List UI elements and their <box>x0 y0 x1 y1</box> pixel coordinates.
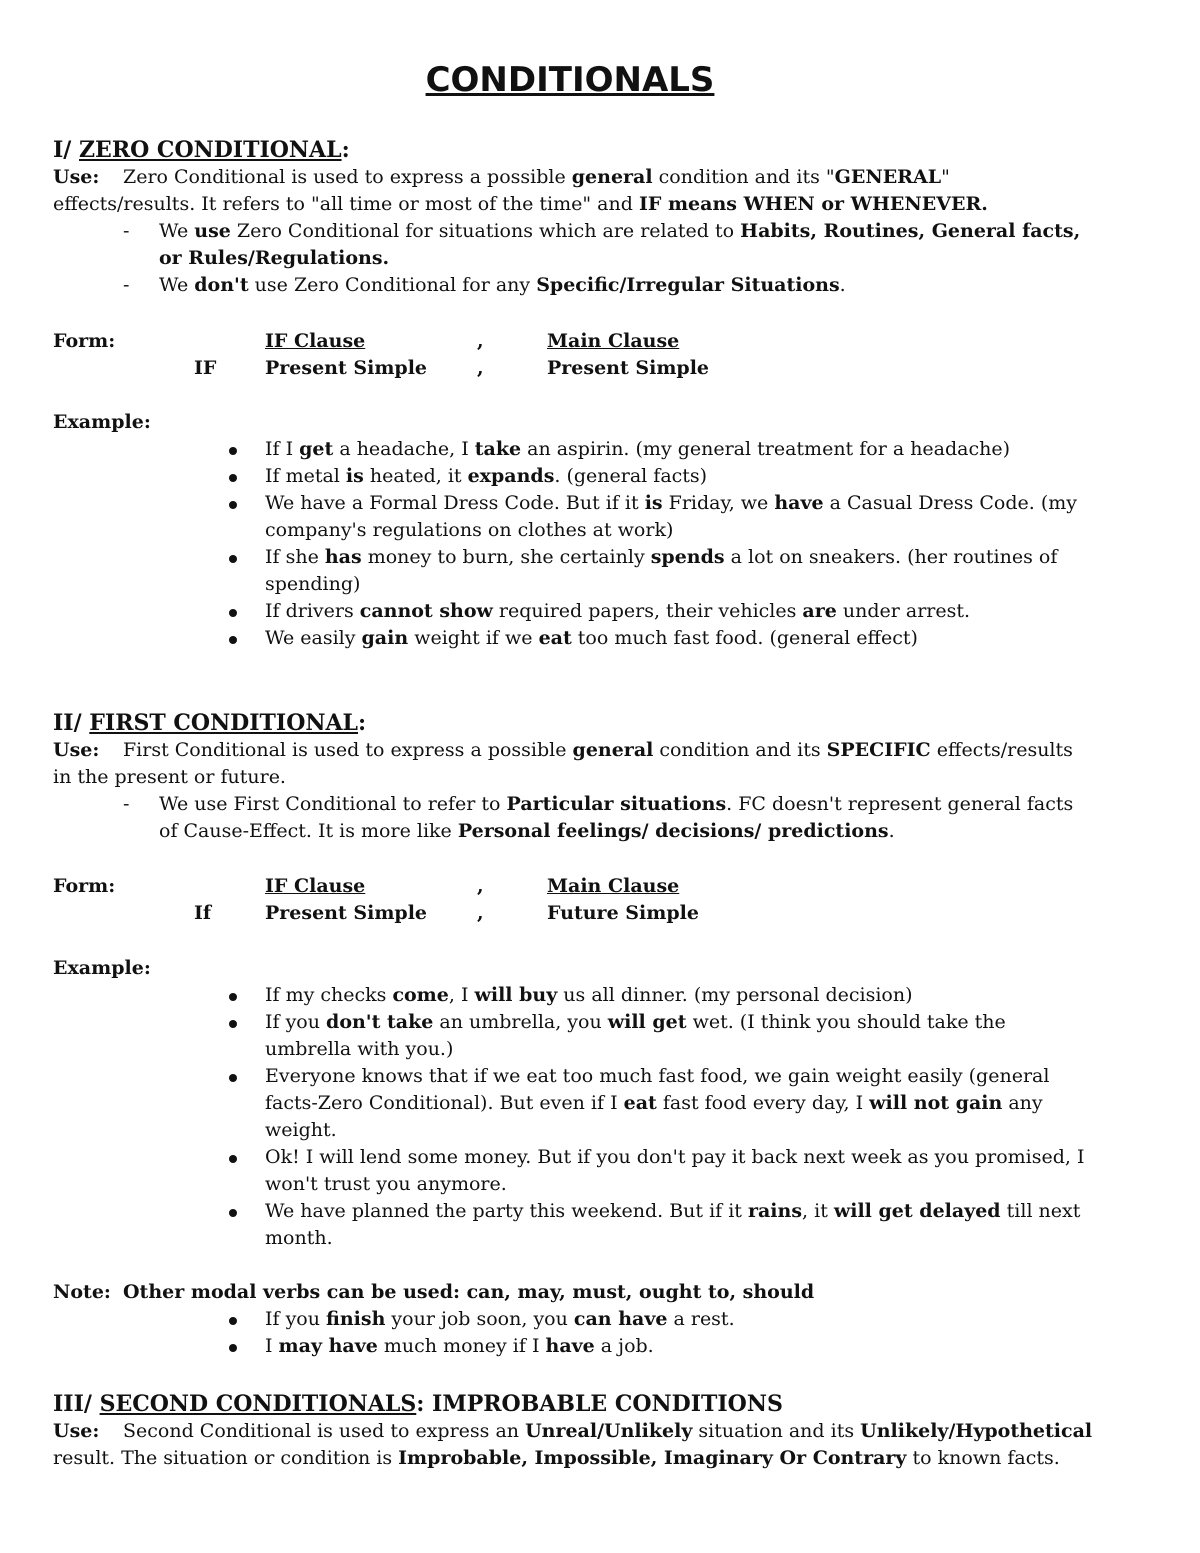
list-item: We easily gain weight if we eat too much fast food. (general effect) <box>53 625 1093 652</box>
list-item: We have a Formal Dress Code. But if it is Friday, we have a Casual Dress Code. (my company's regulations on clothes at work) <box>53 490 1093 544</box>
bullet-icon <box>229 609 237 617</box>
list-item: If you don't take an umbrella, you will get wet. (I think you should take the umbrella with you.) <box>53 1009 1093 1063</box>
first-note <box>53 1279 1093 1360</box>
note-line: Note: Other modal verbs can be used: can, may, must, ought to, should <box>53 1281 815 1303</box>
first-dash-1: - We use First Conditional to refer to Particular situations. FC doesn't represent general facts of Cause-Effect. It is more like Personal feelings/ decisions/ predictions. <box>123 793 1074 842</box>
bullet-icon <box>229 1155 237 1163</box>
zero-heading: I/ ZERO CONDITIONAL: <box>53 137 350 163</box>
bullet-icon <box>229 1317 237 1325</box>
zero-conditional-section <box>53 136 1093 299</box>
first-use: Use: First Conditional is used to express a possible general condition and its SPECIFIC effects/results in the present or future. <box>53 739 1073 788</box>
list-item: If you finish your job soon, you can have a rest. <box>53 1306 1093 1333</box>
zero-form: Form: IF Clause , Main Clause IF Present Simple , Present Simple <box>53 330 710 379</box>
list-item: We have planned the party this weekend. But if it rains, it will get delayed till next month. <box>53 1198 1093 1252</box>
first-example-label: Example: <box>53 957 151 979</box>
first-examples <box>53 955 1093 1252</box>
bullet-icon <box>229 1344 237 1352</box>
bullet-icon <box>229 501 237 509</box>
bullet-icon <box>229 1020 237 1028</box>
first-form: Form: IF Clause , Main Clause If Present Simple , Future Simple <box>53 875 699 924</box>
second-heading: III/ SECOND CONDITIONALS: IMPROBABLE CONDITIONS <box>53 1391 783 1417</box>
list-item: If drivers cannot show required papers, their vehicles are under arrest. <box>53 598 1093 625</box>
list-item: If my checks come, I will buy us all dinner. (my personal decision) <box>53 982 1093 1009</box>
list-item: Everyone knows that if we eat too much fast food, we gain weight easily (general facts-Zero Conditional). But even if I eat fast food every day, I will not gain any weight. <box>53 1063 1093 1144</box>
second-conditional-section <box>53 1390 1093 1472</box>
zero-examples <box>53 409 1093 652</box>
bullet-icon <box>229 447 237 455</box>
list-item: If I get a headache, I take an aspirin. (my general treatment for a headache) <box>53 436 1093 463</box>
list-item: Ok! I will lend some money. But if you don't pay it back next week as you promised, I won't trust you anymore. <box>53 1144 1093 1198</box>
zero-dash-2: - We don't use Zero Conditional for any Specific/Irregular Situations. <box>123 274 846 296</box>
list-item: If metal is heated, it expands. (general facts) <box>53 463 1093 490</box>
zero-dash-1: - We use Zero Conditional for situations which are related to Habits, Routines, General facts, or Rules/Regulations. <box>123 220 1081 269</box>
bullet-icon <box>229 474 237 482</box>
page-title: CONDITIONALS <box>425 60 715 100</box>
zero-use: Use: Zero Conditional is used to express a possible general condition and its "GENERAL" effects/results. It refers to "all time or most of the time" and IF means WHEN or WHENEVER. <box>53 166 988 215</box>
bullet-icon <box>229 993 237 1001</box>
first-conditional-section <box>53 709 1093 845</box>
bullet-icon <box>229 1074 237 1082</box>
bullet-icon <box>229 1209 237 1217</box>
zero-example-label: Example: <box>53 411 151 433</box>
bullet-icon <box>229 636 237 644</box>
bullet-icon <box>229 555 237 563</box>
list-item: I may have much money if I have a job. <box>53 1333 1093 1360</box>
list-item: If she has money to burn, she certainly spends a lot on sneakers. (her routines of spending) <box>53 544 1093 598</box>
second-use: Use: Second Conditional is used to express an Unreal/Unlikely situation and its Unlikely/Hypothetical result. The situation or condition is Improbable, Impossible, Imaginary Or Contrary to known facts. <box>53 1420 1093 1469</box>
first-heading: II/ FIRST CONDITIONAL: <box>53 710 367 736</box>
